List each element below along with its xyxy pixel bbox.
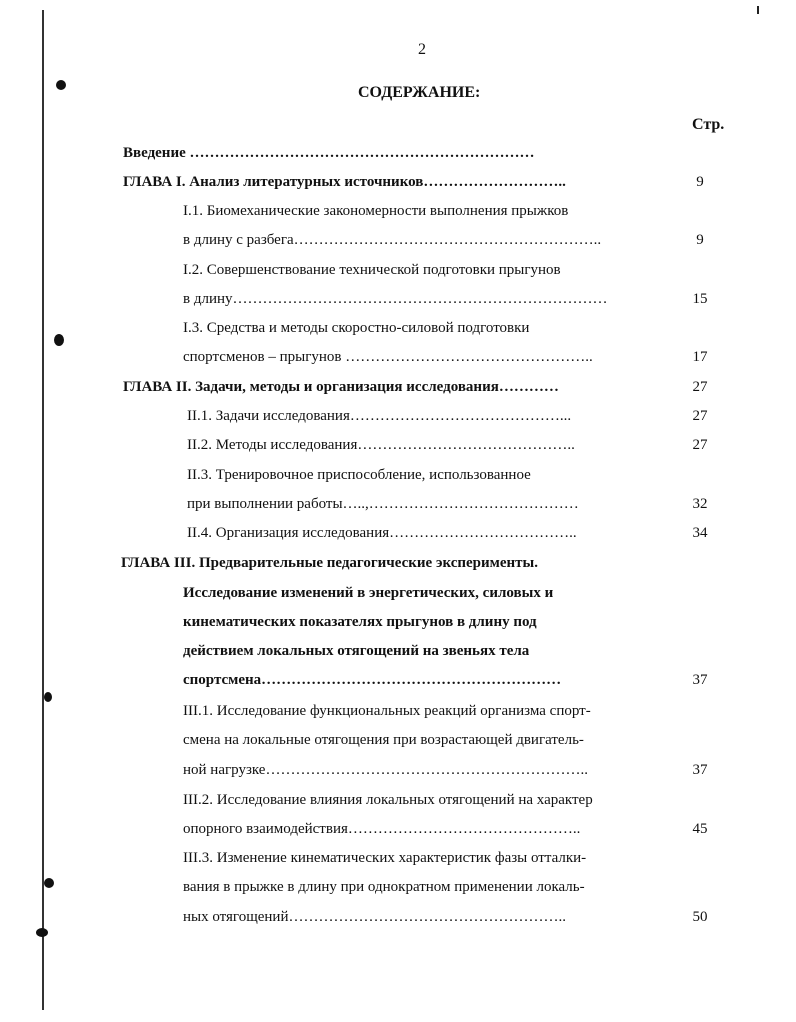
toc-chapter-title: Исследование изменений в энергетических, силовых и <box>183 585 554 601</box>
toc-page-number: 34 <box>692 525 708 541</box>
toc-section-title: ной нагрузке……………………………………………………….. <box>183 762 588 778</box>
toc-chapter-title: спортсмена…………………………………………………… <box>183 672 562 688</box>
toc-page-number: 17 <box>692 349 708 365</box>
toc-section-title: III.1. Исследование функциональных реакций организма спорт- <box>183 703 591 719</box>
left-margin-line <box>42 10 44 1010</box>
binding-hole-mark <box>44 692 52 702</box>
toc-page-number: 27 <box>692 437 708 453</box>
pages-column-header: Стр. <box>692 116 725 133</box>
toc-page-number: 32 <box>692 496 708 512</box>
toc-chapter-title: кинематических показателях прыгунов в длину под <box>183 614 537 630</box>
toc-page-number: 9 <box>696 232 704 248</box>
toc-section-title: ных отягощений……………………………………………….. <box>183 909 566 925</box>
toc-page-number: 27 <box>692 408 708 424</box>
toc-section-title: II.2. Методы исследования…………………………………….. <box>187 437 575 453</box>
toc-page-number: 45 <box>692 821 708 837</box>
toc-section-title: I.3. Средства и методы скоростно-силовой подготовки <box>183 320 530 336</box>
toc-page-number: 27 <box>692 379 708 395</box>
toc-section-title: I.2. Совершенствование технической подготовки прыгунов <box>183 262 561 278</box>
toc-section-title: в длину………………………………………………………………… <box>183 291 608 307</box>
toc-section-title: смена на локальные отягощения при возрастающей двигатель- <box>183 732 584 748</box>
binding-hole-mark <box>36 928 48 937</box>
toc-page-number: 15 <box>692 291 708 307</box>
toc-chapter-title: действием локальных отягощений на звеньях тела <box>183 643 530 659</box>
page-number: 2 <box>418 41 426 58</box>
binding-hole-mark <box>56 80 66 90</box>
corner-mark <box>757 6 759 14</box>
toc-page-number: 37 <box>692 672 708 688</box>
toc-section-title: при выполнении работы…..,…………………………………… <box>187 496 579 512</box>
toc-page-number: 50 <box>692 909 708 925</box>
page-title: СОДЕРЖАНИЕ: <box>358 84 481 101</box>
toc-section-title: III.3. Изменение кинематических характеристик фазы отталки- <box>183 850 587 866</box>
toc-page-number: 37 <box>692 762 708 778</box>
toc-chapter-title: ГЛАВА I. Анализ литературных источников……………………….. <box>123 174 566 190</box>
toc-section-title: опорного взаимодействия……………………………………….. <box>183 821 581 837</box>
toc-section-title: II.1. Задачи исследования……………………………………... <box>187 408 572 424</box>
toc-section-title: II.4. Организация исследования……………………………….. <box>187 525 577 541</box>
toc-section-title: I.1. Биомеханические закономерности выполнения прыжков <box>183 203 569 219</box>
toc-chapter-title: ГЛАВА III. Предварительные педагогические эксперименты. <box>121 555 538 571</box>
toc-page-number: 9 <box>696 174 704 190</box>
toc-section-title: III.2. Исследование влияния локальных отягощений на характер <box>183 792 593 808</box>
toc-chapter-title: ГЛАВА II. Задачи, методы и организация исследования………… <box>123 379 559 395</box>
toc-section-title: спортсменов – прыгунов ………………………………………….. <box>183 349 593 365</box>
toc-section-title: в длину с разбега…………………………………………………….. <box>183 232 602 248</box>
binding-hole-mark <box>44 878 54 888</box>
toc-entry-title: Введение …………………………………………………………… <box>123 145 535 161</box>
toc-section-title: II.3. Тренировочное приспособление, использованное <box>187 467 531 483</box>
binding-hole-mark <box>54 334 64 346</box>
toc-section-title: вания в прыжке в длину при однократном применении локаль- <box>183 879 585 895</box>
